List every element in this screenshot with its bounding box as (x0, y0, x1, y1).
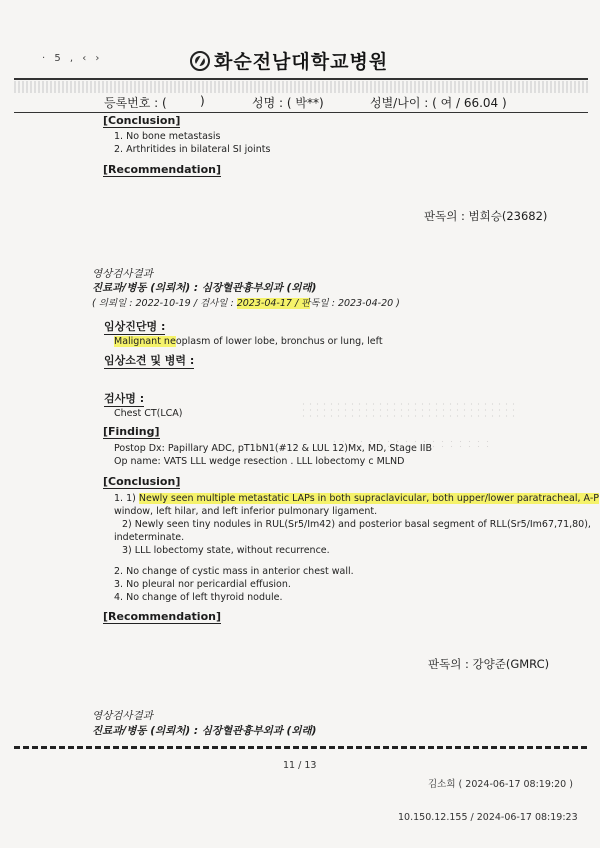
report1-recommendation-title: [Recommendation] (103, 163, 221, 176)
report2-exam-title: 검사명 : (104, 392, 145, 405)
scan-corner-marks: · 5 , ‹ › (42, 53, 103, 64)
report2-conclusion-item-3: 3. No pleural nor pericardial effusion. (114, 579, 291, 590)
report2-conclusion-highlight: Newly seen multiple metastatic LAPs in both supraclavicular, both upper/lower paratracheal, A-P (138, 493, 599, 504)
patient-sex-age: 성별/나이 : ( 여 / 66.04 ) (370, 96, 507, 110)
report3-department: 진료과/병동 (의뢰처) : 심장혈관흉부외과 (외래) (92, 725, 317, 737)
hospital-logo (190, 47, 388, 74)
report3-section-title: 영상검사결과 (92, 710, 153, 722)
report2-date-highlight: 2023-04-17 / 판 (236, 298, 311, 309)
report2-finding-line: Op name: VATS LLL wedge resection . LLL lobectomy c MLND (114, 456, 405, 467)
report2-conclusion-item-1: 1. 1) Newly seen multiple metastatic LAPs in both supraclavicular, both upper/lower paratracheal, A-P (114, 493, 599, 504)
footer-rule (14, 746, 588, 749)
report2-exam-name: Chest CT(LCA) (114, 408, 183, 419)
printed-by: 김소희 ( 2024-06-17 08:19:20 ) (428, 779, 573, 790)
report1-reader: 판독의 : 범희승(23682) (424, 209, 548, 223)
report2-diagnosis-highlight: Malignant ne (114, 336, 176, 347)
report2-clinical-findings-title: 임상소견 및 병력 : (104, 354, 195, 367)
report2-conclusion-item-4: 4. No change of left thyroid nodule. (114, 592, 283, 603)
report2-recommendation-title: [Recommendation] (103, 610, 221, 623)
print-ip-stamp: 10.150.12.155 / 2024-06-17 08:19:23 (398, 812, 578, 823)
report2-conclusion-title: [Conclusion] (103, 475, 181, 488)
report1-conclusion-line: 1. No bone metastasis (114, 131, 221, 142)
hospital-name: 화순전남대학교병원 (214, 51, 389, 73)
report2-department: 진료과/병동 (의뢰처) : 심장혈관흉부외과 (외래) (92, 282, 317, 294)
report2-dates: ( 의뢰일 : 2022-10-19 / 검사일 : 2023-04-17 / 판독일 : 2023-04-20 ) (92, 298, 400, 309)
header-rule-top (14, 78, 588, 80)
report2-clinical-diagnosis-title: 임상진단명 : (104, 320, 166, 333)
report2-finding-title: [Finding] (103, 425, 160, 438)
header-dotted-band (14, 81, 588, 93)
report2-section-title: 영상검사결과 (92, 268, 153, 280)
scan-noise (300, 401, 520, 421)
hospital-emblem-icon (190, 51, 210, 71)
patient-name: 성명 : ( 박**) (252, 96, 324, 110)
page-number: 11 / 13 (283, 760, 317, 771)
report2-conclusion-item-2: 2. No change of cystic mass in anterior chest wall. (114, 566, 354, 577)
report1-conclusion-line: 2. Arthritides in bilateral SI joints (114, 144, 271, 155)
registration-number-close: ) (200, 94, 205, 108)
report2-conclusion-item-1-cont: window, left hilar, and left inferior pulmonary ligament. (114, 506, 378, 517)
registration-number-label: 등록번호 : ( (104, 96, 167, 110)
report2-reader: 판독의 : 강양준(GMRC) (428, 657, 550, 671)
report2-conclusion-item-1-2: 2) Newly seen tiny nodules in RUL(Sr5/Im42) and posterior basal segment of RLL(Sr5/Im67,71,80), (122, 519, 591, 530)
report1-conclusion-title: [Conclusion] (103, 114, 181, 127)
report2-conclusion-item-1-2-cont: indeterminate. (114, 532, 185, 543)
report2-conclusion-item-1-3: 3) LLL lobectomy state, without recurrence. (122, 545, 330, 556)
report2-clinical-diagnosis: Malignant neoplasm of lower lobe, bronchus or lung, left (114, 336, 383, 347)
header-rule-bottom (14, 112, 588, 113)
report2-finding-line: Postop Dx: Papillary ADC, pT1bN1(#12 & LUL 12)Mx, MD, Stage IIB (114, 443, 432, 454)
scan-noise (330, 439, 490, 449)
